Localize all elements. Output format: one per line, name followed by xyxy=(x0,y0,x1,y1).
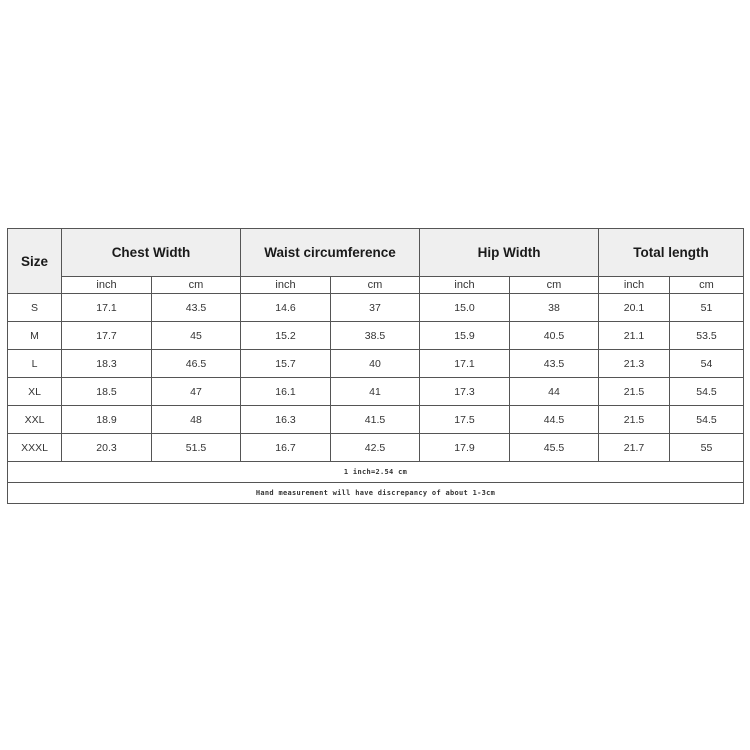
length-inch-cell: 21.1 xyxy=(599,322,670,350)
length-inch-cell: 21.5 xyxy=(599,378,670,406)
length-cm-cell: 53.5 xyxy=(670,322,744,350)
waist-cm-cell: 37 xyxy=(331,294,420,322)
hip-cm-cell: 44 xyxy=(510,378,599,406)
header-row xyxy=(8,229,744,277)
conversion-note-row xyxy=(8,462,744,483)
chest-inch-cell: 18.3 xyxy=(62,350,152,378)
waist-cm-cell: 41.5 xyxy=(331,406,420,434)
hip-cm-cell: 40.5 xyxy=(510,322,599,350)
chest-cm-cell: 46.5 xyxy=(152,350,241,378)
table-row xyxy=(8,406,744,434)
size-chart-table xyxy=(7,228,744,504)
length-cm-cell: 51 xyxy=(670,294,744,322)
waist-inch-cell: 16.7 xyxy=(241,434,331,462)
chest-cm-cell: 51.5 xyxy=(152,434,241,462)
unit-hip-inch: inch xyxy=(420,277,510,294)
waist-inch-cell: 14.6 xyxy=(241,294,331,322)
length-cm-cell: 54 xyxy=(670,350,744,378)
chest-cm-cell: 48 xyxy=(152,406,241,434)
table-row xyxy=(8,322,744,350)
waist-inch-cell: 15.7 xyxy=(241,350,331,378)
length-cm-cell: 55 xyxy=(670,434,744,462)
conversion-note: 1 inch=2.54 cm xyxy=(8,462,744,483)
header-hip-width: Hip Width xyxy=(420,229,599,277)
chest-cm-cell: 45 xyxy=(152,322,241,350)
unit-waist-inch: inch xyxy=(241,277,331,294)
waist-inch-cell: 16.3 xyxy=(241,406,331,434)
waist-cm-cell: 38.5 xyxy=(331,322,420,350)
header-size: Size xyxy=(8,229,62,294)
size-cell: L xyxy=(8,350,62,378)
chest-inch-cell: 17.7 xyxy=(62,322,152,350)
chest-cm-cell: 47 xyxy=(152,378,241,406)
length-inch-cell: 21.3 xyxy=(599,350,670,378)
size-cell: XXL xyxy=(8,406,62,434)
waist-inch-cell: 16.1 xyxy=(241,378,331,406)
header-waist-circumference: Waist circumference xyxy=(241,229,420,277)
unit-waist-cm: cm xyxy=(331,277,420,294)
waist-inch-cell: 15.2 xyxy=(241,322,331,350)
unit-length-inch: inch xyxy=(599,277,670,294)
hip-inch-cell: 17.9 xyxy=(420,434,510,462)
length-inch-cell: 21.5 xyxy=(599,406,670,434)
hip-inch-cell: 15.9 xyxy=(420,322,510,350)
unit-chest-cm: cm xyxy=(152,277,241,294)
hip-inch-cell: 17.3 xyxy=(420,378,510,406)
size-cell: M xyxy=(8,322,62,350)
table-row xyxy=(8,350,744,378)
size-cell: XL xyxy=(8,378,62,406)
header-total-length: Total length xyxy=(599,229,744,277)
hip-cm-cell: 38 xyxy=(510,294,599,322)
chest-inch-cell: 17.1 xyxy=(62,294,152,322)
measurement-note: Hand measurement will have discrepancy of about 1-3cm xyxy=(8,483,744,504)
waist-cm-cell: 41 xyxy=(331,378,420,406)
hip-inch-cell: 15.0 xyxy=(420,294,510,322)
length-cm-cell: 54.5 xyxy=(670,378,744,406)
length-cm-cell: 54.5 xyxy=(670,406,744,434)
waist-cm-cell: 42.5 xyxy=(331,434,420,462)
length-inch-cell: 20.1 xyxy=(599,294,670,322)
chest-inch-cell: 18.9 xyxy=(62,406,152,434)
chest-cm-cell: 43.5 xyxy=(152,294,241,322)
table-row xyxy=(8,434,744,462)
hip-inch-cell: 17.1 xyxy=(420,350,510,378)
unit-length-cm: cm xyxy=(670,277,744,294)
size-cell: S xyxy=(8,294,62,322)
hip-cm-cell: 44.5 xyxy=(510,406,599,434)
table-row xyxy=(8,378,744,406)
chest-inch-cell: 18.5 xyxy=(62,378,152,406)
table-row xyxy=(8,294,744,322)
measurement-note-row xyxy=(8,483,744,504)
unit-chest-inch: inch xyxy=(62,277,152,294)
waist-cm-cell: 40 xyxy=(331,350,420,378)
header-chest-width: Chest Width xyxy=(62,229,241,277)
size-cell: XXXL xyxy=(8,434,62,462)
hip-cm-cell: 45.5 xyxy=(510,434,599,462)
length-inch-cell: 21.7 xyxy=(599,434,670,462)
chest-inch-cell: 20.3 xyxy=(62,434,152,462)
hip-inch-cell: 17.5 xyxy=(420,406,510,434)
hip-cm-cell: 43.5 xyxy=(510,350,599,378)
unit-hip-cm: cm xyxy=(510,277,599,294)
unit-row xyxy=(8,277,744,294)
